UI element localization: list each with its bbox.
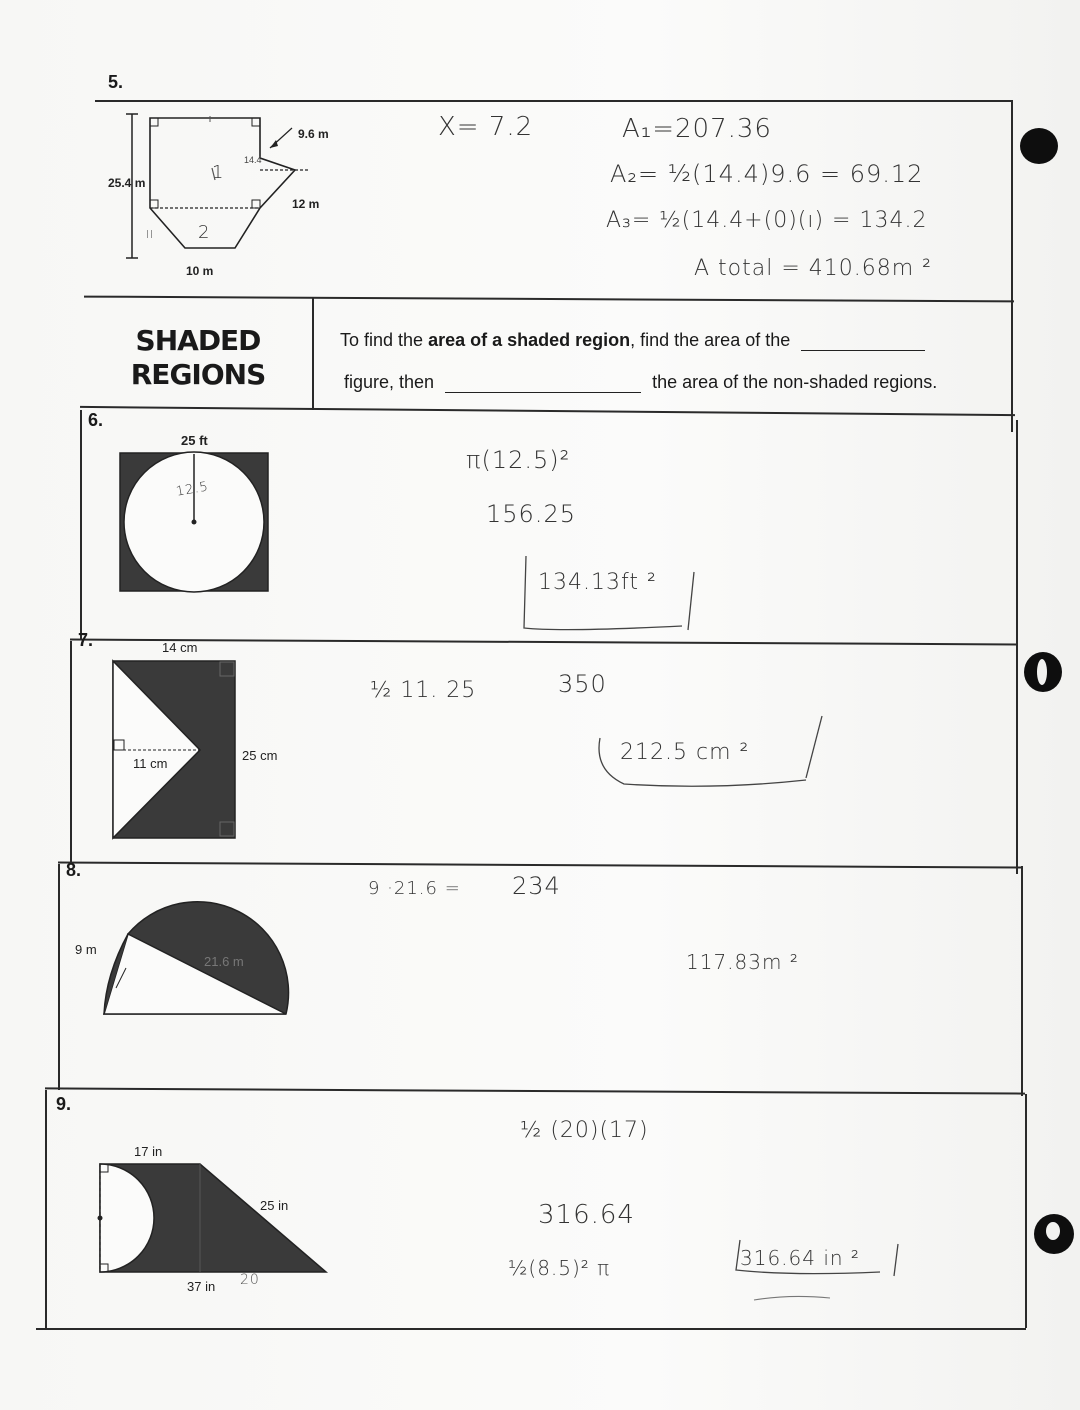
rule-right — [1011, 100, 1013, 432]
rule-right-9 — [1025, 1094, 1027, 1328]
p5-label-small: 14.4 — [244, 155, 262, 165]
rule-6-bottom — [70, 639, 1018, 646]
rule-8-bottom — [45, 1087, 1025, 1094]
p7-work-1: ½ 11. 25 — [370, 678, 477, 703]
problem-7-number: 7. — [78, 630, 94, 650]
p7-work-2: 350 — [558, 670, 607, 698]
binder-hole-2 — [1024, 652, 1062, 692]
p7-label-top: 14 cm — [162, 640, 198, 655]
instruction-part3: figure, then — [344, 372, 435, 392]
rule-top — [95, 100, 1013, 102]
p5-label-side: 12 m — [292, 197, 320, 211]
p5-label-slant: 9.6 m — [298, 127, 329, 141]
p9-answer-box — [730, 1236, 920, 1308]
instruction-line-2 — [344, 372, 937, 393]
p6-answer: 134.13ft ² — [538, 570, 657, 595]
p9-label-top: 17 in — [134, 1144, 163, 1159]
p5-region-2: 2 — [198, 222, 211, 243]
p9-answer: 316.64 in ² — [740, 1246, 860, 1270]
rule-right-8 — [1021, 866, 1023, 1096]
p8-work-1: 9 ·21.6 = — [368, 878, 461, 899]
problem-6-number: 6. — [88, 410, 104, 430]
section-title — [118, 324, 278, 392]
instruction-part1: To find the — [340, 330, 429, 350]
problem-9-number: 9. — [56, 1094, 72, 1114]
p8-label-left: 9 m — [75, 942, 97, 957]
p9-label-base: 37 in — [187, 1279, 216, 1294]
rule-left-7 — [70, 641, 72, 863]
problem-8-figure — [96, 918, 290, 1016]
p9-work-1: ½ (20)(17) — [520, 1118, 649, 1143]
rule-bottom — [36, 1328, 1026, 1330]
rule-7-bottom — [58, 861, 1021, 868]
problem-6-figure — [119, 452, 269, 592]
binder-hole-1 — [1020, 128, 1058, 164]
p8-answer: 117.83m ² — [686, 950, 799, 974]
p5-work-a2: A₂= ½(14.4)9.6 = 69.12 — [610, 160, 924, 188]
rule-left-9 — [45, 1090, 47, 1330]
blank-1[interactable] — [801, 350, 925, 351]
p6-label-side: 25 ft — [181, 433, 208, 448]
p8-label-hyp: 21.6 m — [204, 954, 244, 969]
p5-label-height: 25.4 m — [108, 176, 146, 190]
rule-left-6 — [80, 410, 82, 640]
p5-region-1: 1 — [212, 162, 225, 183]
rule-left-8 — [58, 864, 60, 1090]
instruction-part2: , find the area of the — [630, 330, 791, 350]
p5-work-total: A total = 410.68m ² — [694, 256, 932, 281]
rule-section-mid — [312, 298, 314, 410]
p8-work-2: 234 — [512, 872, 561, 900]
blank-2[interactable] — [445, 392, 641, 393]
p5-work-a3: A₃= ½(14.4+(0)(ı) = 134.2 — [606, 208, 928, 233]
p7-label-inner: 11 cm — [133, 756, 168, 771]
p6-work-2: 156.25 — [486, 500, 576, 528]
p9-label-extra: 20 — [240, 1272, 260, 1288]
rule-section-bottom — [80, 406, 1015, 416]
p6-work-1: π(12.5)² — [466, 446, 571, 474]
p5-region-tick: ll — [146, 228, 155, 241]
rule-5-bottom — [84, 296, 1014, 303]
p7-label-height: 25 cm — [242, 748, 278, 763]
p6-label-radius: 12.5 — [174, 479, 211, 500]
problem-7-figure — [112, 660, 237, 840]
p5-label-base: 10 m — [186, 264, 214, 278]
p7-answer: 212.5 cm ² — [620, 740, 750, 765]
instruction-line-1 — [340, 330, 925, 351]
problem-8-number: 8. — [66, 860, 82, 880]
p9-work-2: 316.64 — [538, 1200, 635, 1230]
instruction-part4: the area of the non-shaded regions. — [652, 372, 938, 392]
p5-work-x: X= 7.2 — [438, 112, 534, 142]
section-title-line2: REGIONS — [130, 358, 266, 391]
section-title-line1: SHADED — [135, 324, 261, 357]
p7-answer-box — [594, 710, 834, 790]
p6-answer-box — [522, 554, 702, 634]
p9-label-side: 25 in — [260, 1198, 289, 1213]
rule-right-6 — [1016, 420, 1018, 874]
instruction-bold: area of a shaded region — [428, 330, 631, 350]
binder-hole-3 — [1034, 1214, 1074, 1254]
problem-5-number: 5. — [108, 72, 124, 92]
p5-work-a1: A₁=207.36 — [622, 114, 772, 144]
problem-9-figure — [96, 1160, 332, 1276]
p9-work-3: ½(8.5)² π — [508, 1256, 611, 1280]
